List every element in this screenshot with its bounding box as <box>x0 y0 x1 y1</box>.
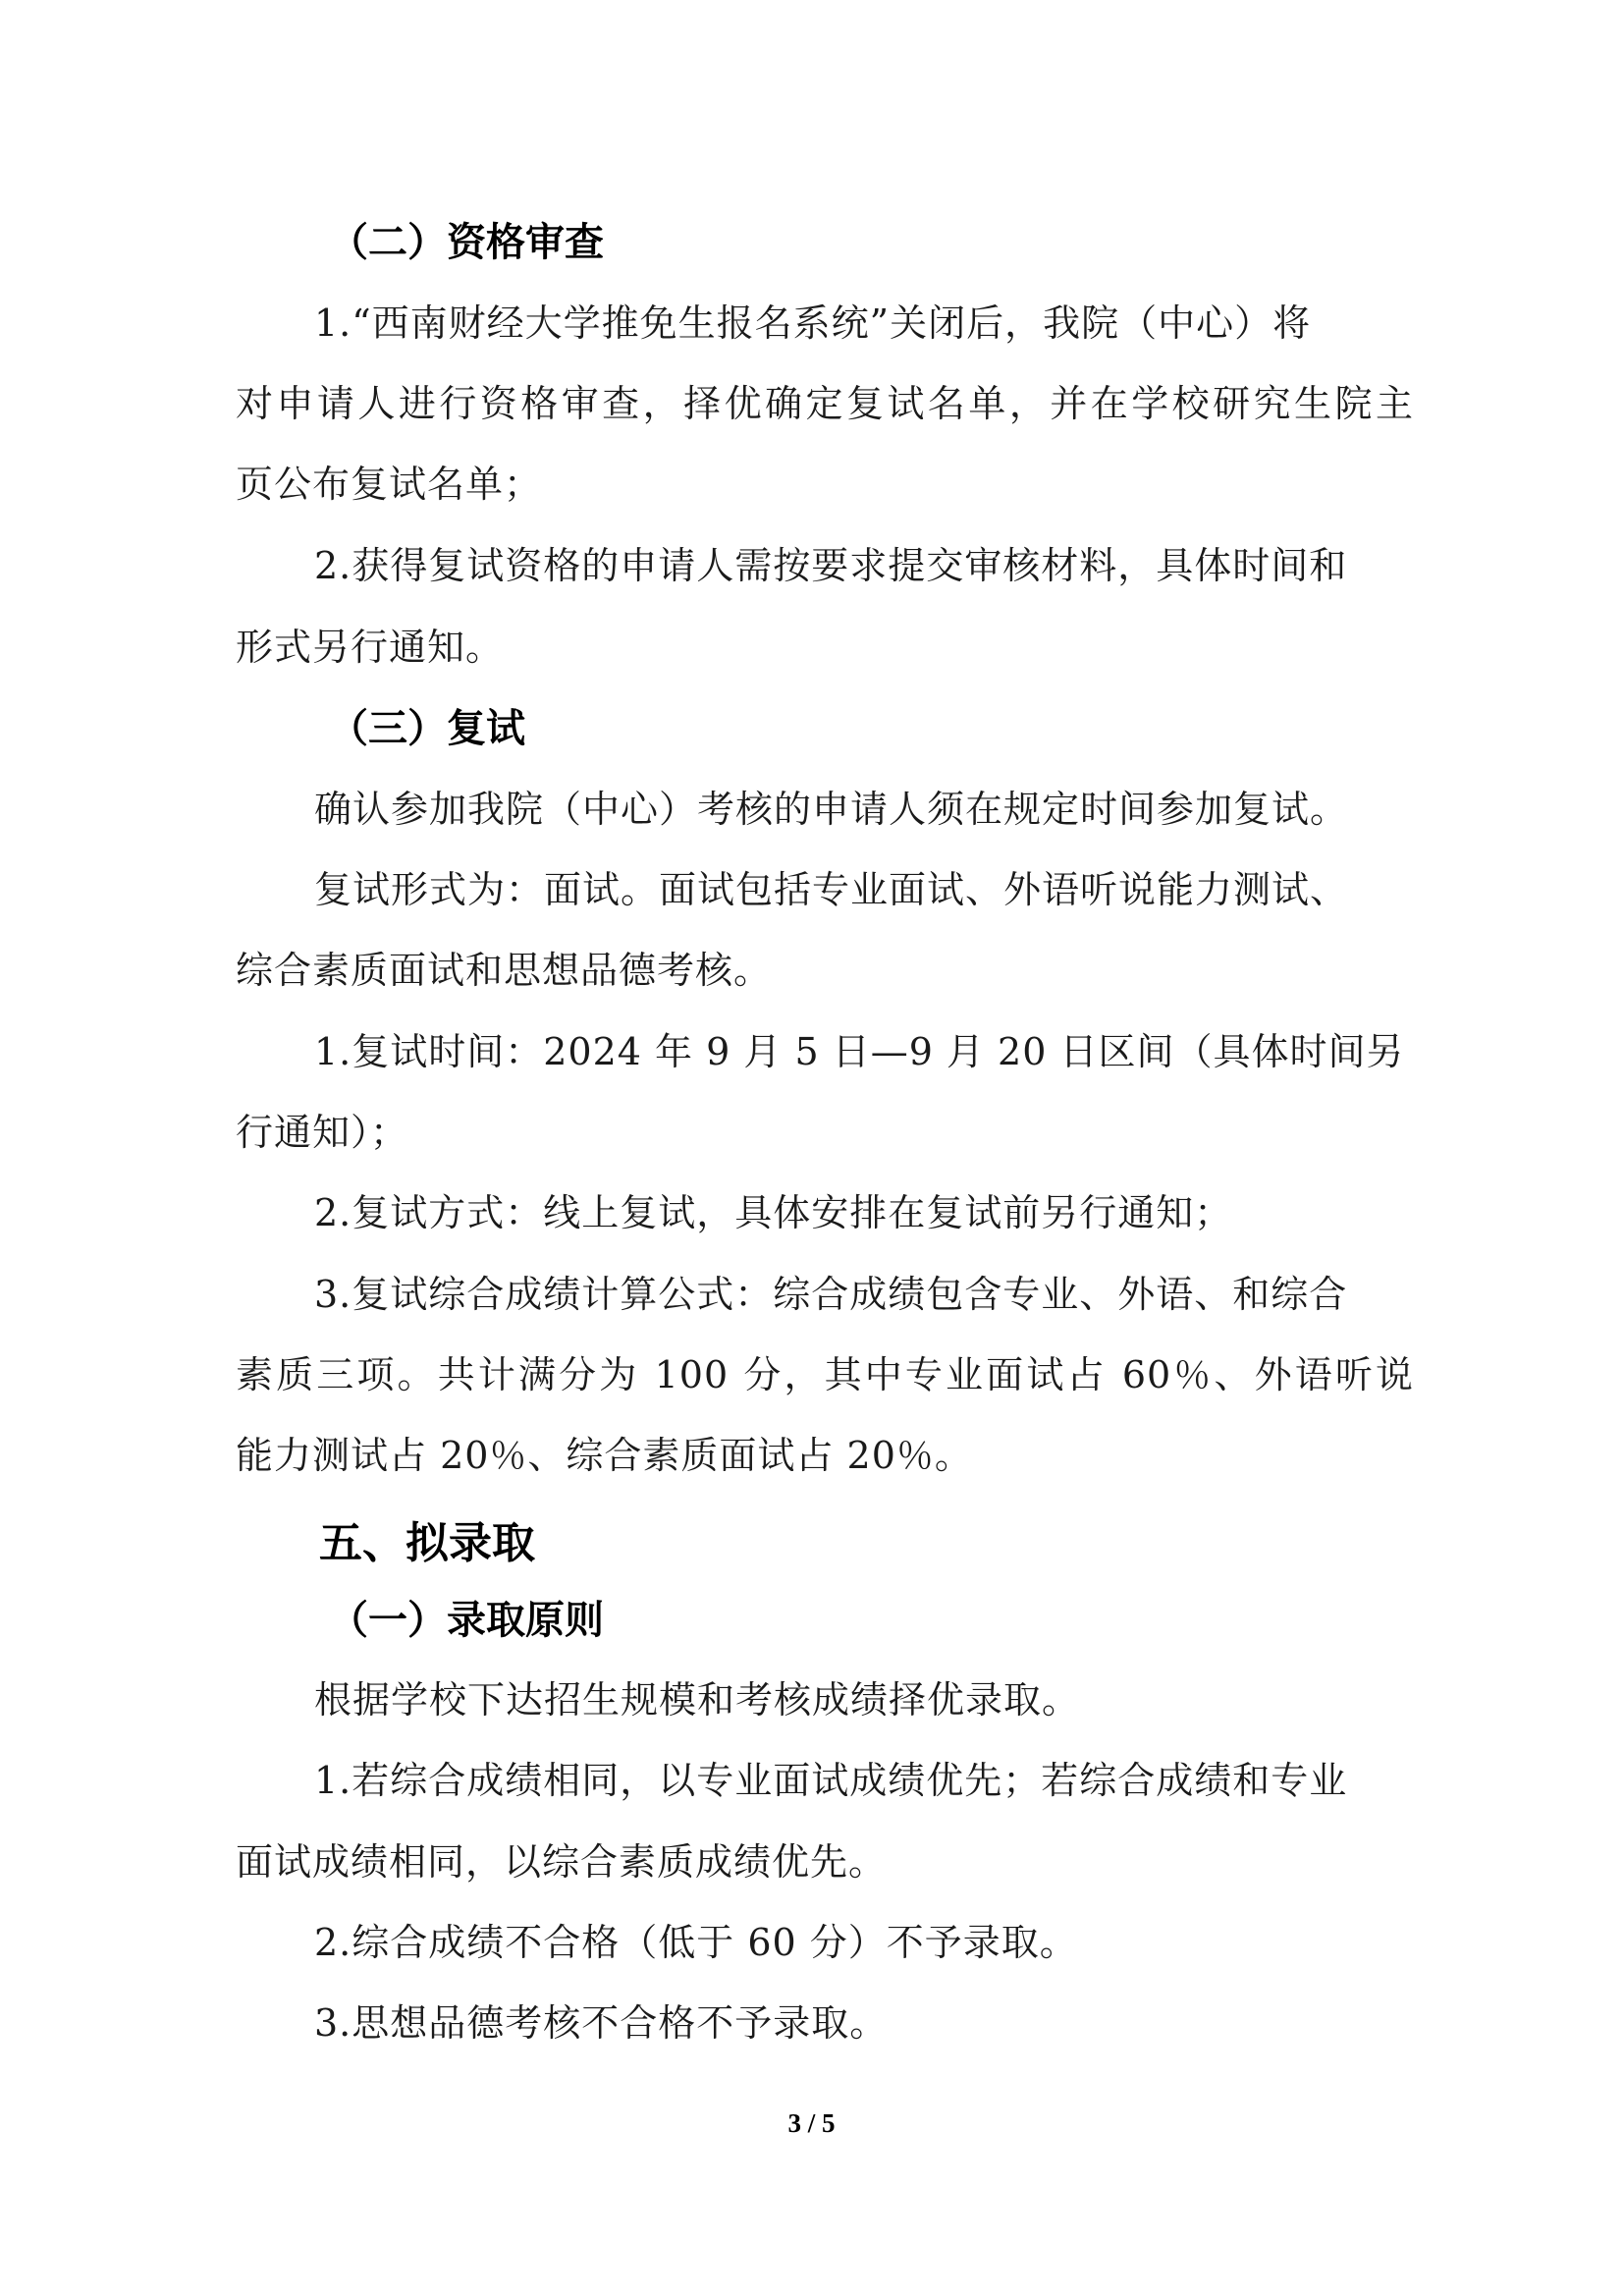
paragraph-line: 确认参加我院（中心）考核的申请人须在规定时间参加复试。 <box>314 788 1349 831</box>
paragraph-line: 对申请人进行资格审查，择优确定复试名单，并在学校研究生院主 <box>236 382 1414 425</box>
section-heading-principle: （一）录取原则 <box>329 1598 604 1643</box>
paragraph-line: 能力测试占 20％、综合素质面试占 20％。 <box>236 1434 973 1477</box>
paragraph-line: 形式另行通知。 <box>236 626 505 669</box>
section-heading-retest: （三）复试 <box>329 706 525 751</box>
paragraph-line: 1.复试时间：2024 年 9 月 5 日—9 月 20 日区间（具体时间另 <box>314 1030 1405 1073</box>
paragraph-line: 2.获得复试资格的申请人需按要求提交审核材料，具体时间和 <box>314 544 1348 587</box>
paragraph-line: 综合素质面试和思想品德考核。 <box>236 949 773 992</box>
paragraph-line: 页公布复试名单； <box>236 463 543 506</box>
paragraph-line: 3.复试综合成绩计算公式：综合成绩包含专业、外语、和综合 <box>314 1273 1348 1316</box>
paragraph-line: 行通知）； <box>236 1111 409 1154</box>
section-heading-qualification: （二）资格审查 <box>329 220 604 265</box>
paragraph-line: 2.综合成绩不合格（低于 60 分）不予录取。 <box>314 1921 1078 1964</box>
paragraph-line: 面试成绩相同，以综合素质成绩优先。 <box>236 1840 888 1884</box>
paragraph-line: 1.“西南财经大学推免生报名系统”关闭后，我院（中心）将 <box>314 301 1312 345</box>
paragraph-line: 1.若综合成绩相同，以专业面试成绩优先；若综合成绩和专业 <box>314 1759 1348 1802</box>
paragraph-line: 素质三项。共计满分为 100 分，其中专业面试占 60％、外语听说 <box>236 1353 1414 1396</box>
section-heading-admission: 五、拟录取 <box>319 1518 535 1568</box>
paragraph-line: 根据学校下达招生规模和考核成绩择优录取。 <box>314 1678 1081 1722</box>
paragraph-line: 2.复试方式：线上复试，具体安排在复试前另行通知； <box>314 1191 1233 1234</box>
page-number: 3 / 5 <box>787 2108 836 2138</box>
paragraph-line: 3.思想品德考核不合格不予录取。 <box>314 2001 889 2045</box>
paragraph-line: 复试形式为：面试。面试包括专业面试、外语听说能力测试、 <box>314 868 1349 911</box>
